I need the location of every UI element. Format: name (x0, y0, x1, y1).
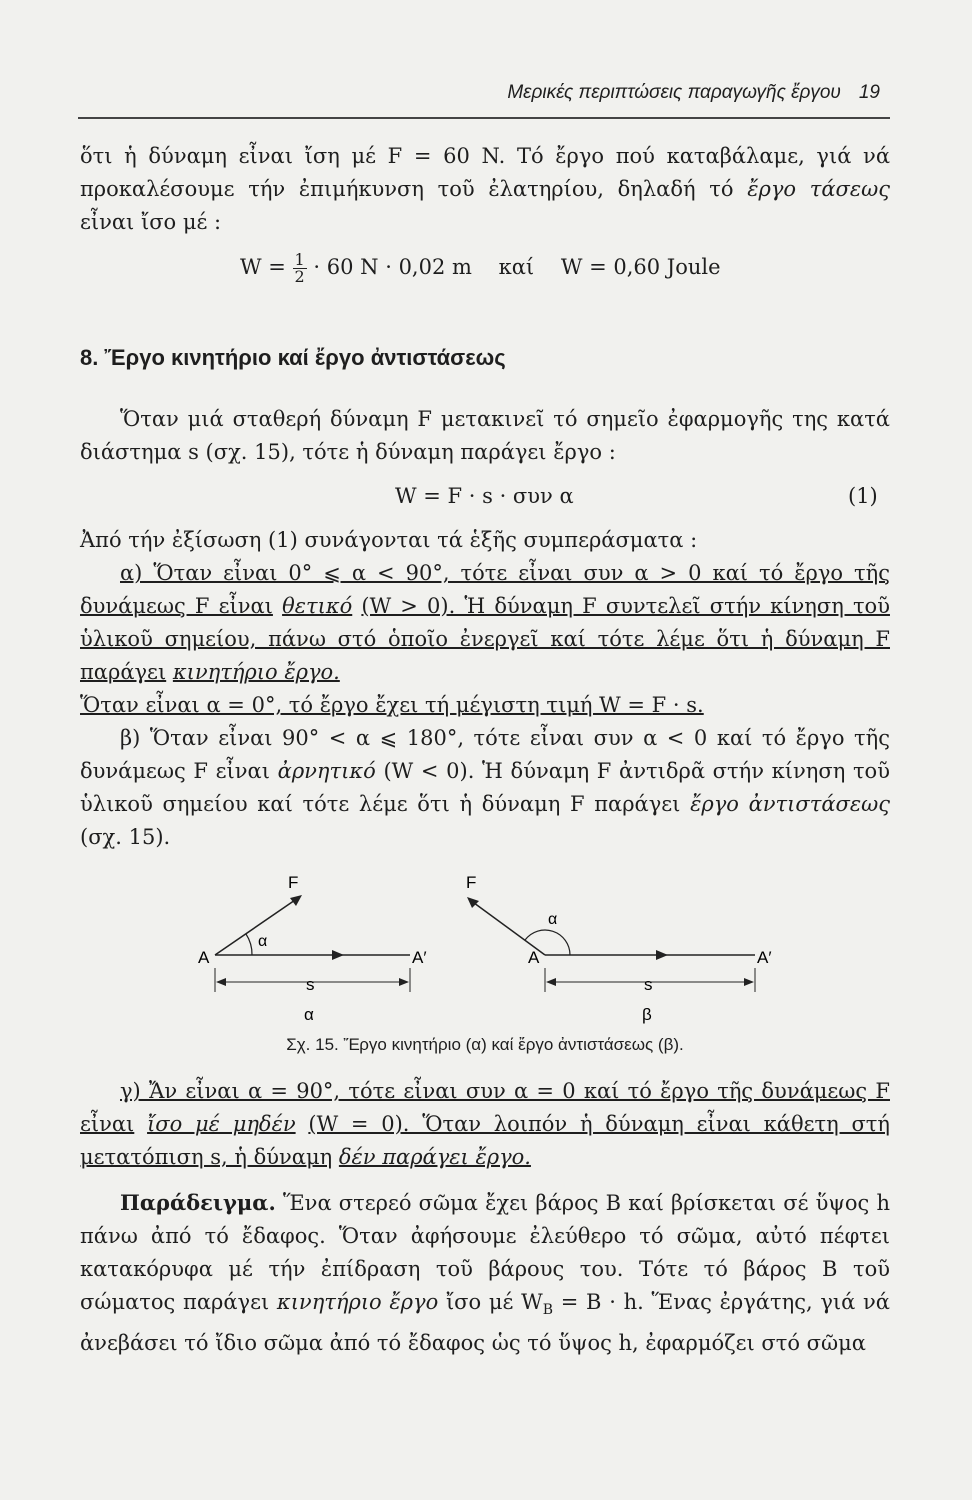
figure-a-force-arrowhead (290, 895, 302, 906)
figure-b-dimension-arrow-left (546, 978, 556, 986)
section-title: Ἔργο κινητήριο καί ἔργο ἀντιστάσεως (104, 345, 506, 370)
figure-15b (466, 873, 772, 1024)
case-gamma: γ) Ἄν εἶναι α = 90°, τότε εἶναι συν α = 0 καί τό ἔργο τῆς δυνάμεως F εἶναι ἴσο μέ μηδέν (W = 0). Ὅταν λοιπόν ἡ δύναμη εἶναι κάθετη στή μετατόπιση s, ἡ δύναμη δέν παράγει ἔργο. (80, 1079, 890, 1169)
equation-number: (1) (848, 484, 878, 508)
figure-15 (180, 860, 800, 1030)
figure-15a (198, 873, 427, 1024)
fraction-half: $\frac{1}{2}$ (294, 250, 305, 286)
paragraph-spring-work: ὅτι ἡ δύναμη εἶναι ἴση μέ F = 60 N. Τό ἔργο πού καταβάλαμε, γιά νά προκαλέσουμε τήν ἐπιμήκυνση τοῦ ἐλατηρίου, δηλαδή τό ἔργο τάσεως εἶναι ἴσο μέ : (80, 144, 890, 234)
figure-a-label-A: A (198, 948, 210, 967)
figure-a-label-A-prime: A′ (412, 948, 427, 967)
case-beta: β) Ὅταν εἶναι 90° < α ⩽ 180°, τότε εἶναι συν α < 0 καί τό ἔργο τῆς δυνάμεως F εἶναι ἀρνητικό (W < 0). Ἡ δύναμη F ἀντιδρᾶ στήν κίνηση τοῦ ὑλικοῦ σημείου καί τότε λέμε ὅτι ἡ δύναμη F παράγει ἔργο ἀντιστάσεως (σχ. 15). (80, 726, 890, 849)
figure-caption: Σχ. 15. Ἔργο κινητήριο (α) καί ἔργο ἀντιστάσεως (β). (286, 1035, 684, 1054)
figure-b-label-A: A (528, 948, 540, 967)
figure-b-label-s: s (644, 975, 653, 994)
figure-b-label-A-prime: A′ (757, 948, 772, 967)
figure-b-motion-arrow (656, 950, 668, 960)
paragraph-conclusions-intro: Ἀπό τήν ἐξίσωση (1) συνάγονται τά ἑξῆς συμπεράσματα : (80, 528, 698, 552)
equation-work-formula: W = F · s · συν α (395, 484, 574, 508)
header-title: Μερικές περιπτώσεις παραγωγῆς ἔργου (507, 82, 841, 103)
figure-a-force-line (215, 898, 298, 955)
figure-b-dimension-arrow-right (744, 978, 754, 986)
section-number: 8. (80, 345, 99, 370)
example-label: Παράδειγμα. (120, 1190, 276, 1215)
header-rule (78, 117, 890, 119)
figure-b-label-F: F (466, 873, 477, 892)
figure-a-label-alpha: α (258, 933, 268, 950)
page-number: 19 (858, 82, 880, 103)
example-paragraph: Παράδειγμα. Ἕνα στερεό σῶμα ἔχει βάρος B καί βρίσκεται σέ ὕψος h πάνω ἀπό τό ἔδαφος. Ὅταν ἀφήσουμε ἐλεύθερο τό σῶμα, αὐτό πέφτει κατακόρυφα μέ τήν ἐπίδραση τοῦ βάρους του. Τότε τό βάρος B τοῦ σώματος παράγει κινητήριο ἔργο ἴσο μέ $W_B = B \cdot h$. Ἕνας ἐργάτης, γιά νά ἀνεβάσει τό ἴδιο σῶμα ἀπό τό ἔδαφος ὡς τό ὕψος h, ἐφαρμόζει στό σῶμα (80, 1190, 890, 1356)
emphasis-tension-work: ἔργο τάσεως (747, 177, 890, 201)
figure-a-label-s: s (306, 975, 315, 994)
figure-b-sublabel: β (642, 1005, 652, 1024)
figure-a-angle-arc (246, 934, 252, 955)
case-alpha: α) Ὅταν εἶναι 0° ⩽ α < 90°, τότε εἶναι συν α > 0 καί τό ἔργο τῆς δυνάμεως F εἶναι θετικό (W > 0). Ἡ δύναμη F συντελεῖ στήν κίνηση τοῦ ὑλικοῦ σημείου, πάνω στό ὁποῖο ἐνεργεῖ καί τότε λέμε ὅτι ἡ δύναμη F παράγει κινητήριο ἔργο. (80, 561, 890, 684)
figure-a-label-F: F (288, 873, 299, 892)
case-alpha-note: Ὅταν εἶναι α = 0°, τό ἔργο ἔχει τή μέγιστη τιμή W = F · s. (80, 693, 704, 717)
figure-b-force-arrowhead (467, 897, 479, 908)
figure-a-dimension-arrow-right (399, 978, 409, 986)
figure-b-label-alpha: α (548, 911, 558, 928)
figure-a-sublabel: α (304, 1005, 314, 1024)
figure-b-force-line (470, 900, 545, 955)
equation-spring-work: W = $\frac{1}{2}$ · 60 N · 0,02 m καί W = 0,60 Joule (240, 250, 721, 286)
running-header (80, 82, 880, 104)
paragraph-definition: Ὅταν μιά σταθερή δύναμη F μετακινεῖ τό σημεῖο ἐφαρμογῆς της κατά διάστημα s (σχ. 15), τότε ἡ δύναμη παράγει ἔργο : (80, 407, 890, 464)
figure-a-dimension-arrow-left (216, 978, 226, 986)
figure-a-motion-arrow (332, 950, 344, 960)
section-heading (80, 345, 506, 371)
